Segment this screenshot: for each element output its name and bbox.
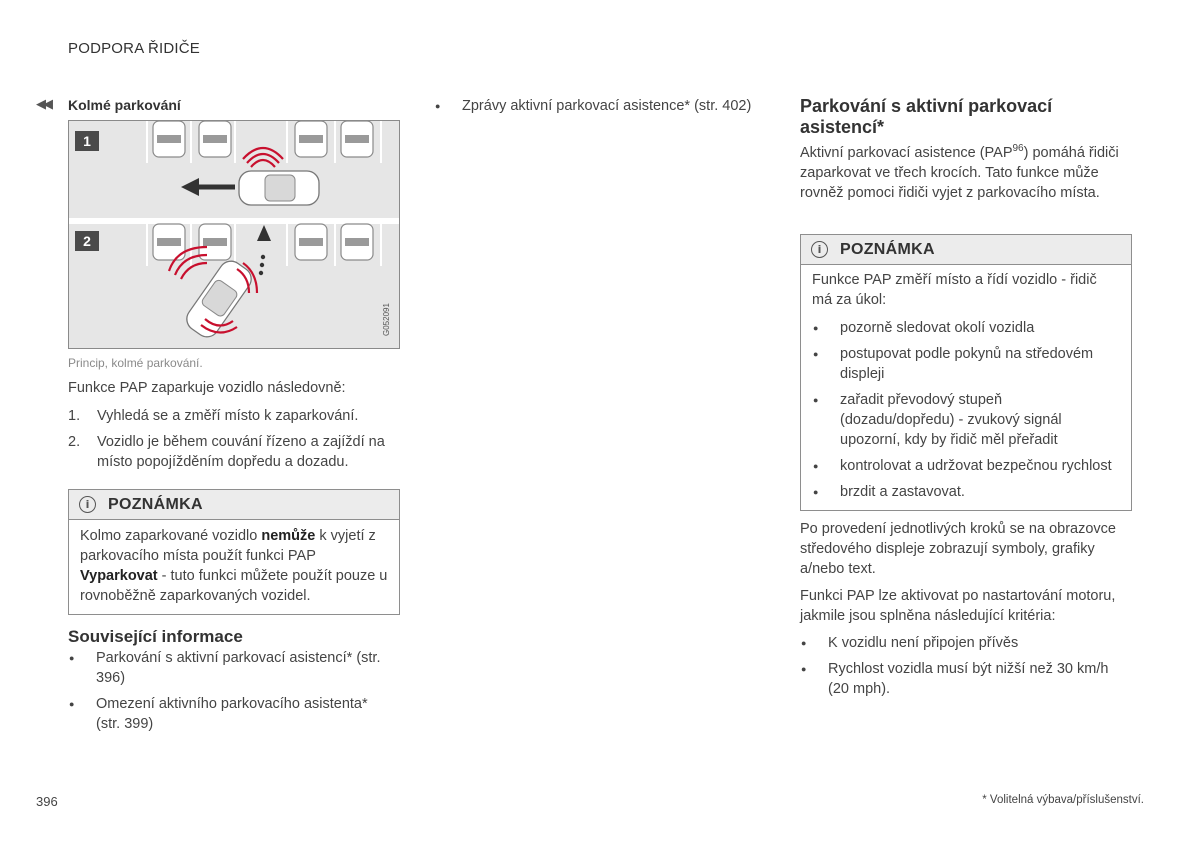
intro-text: Funkce PAP zaparkuje vozidlo následovně: — [68, 380, 346, 396]
note-list — [812, 318, 1120, 502]
footnote: * Volitelná výbava/příslušenství. — [982, 794, 1144, 806]
related-link[interactable]: ● Omezení aktivního parkovacího asistenta* (str. 399) — [68, 694, 388, 734]
list-item: ● K vozidlu není připojen přívěs — [800, 633, 1120, 653]
running-header: PODPORA ŘIDIČE — [68, 40, 200, 57]
note-box-left — [68, 489, 400, 615]
emphasis: nemůže — [261, 528, 316, 544]
related-link[interactable]: ● Parkování s aktivní parkovací asistencí* (str. 396) — [68, 648, 388, 688]
step-text: Vozidlo je během couvání řízeno a zajíždí na místo popojížděním dopředu a dozadu. — [97, 434, 385, 470]
list-item — [68, 406, 403, 426]
list-item: ● brzdit a zastavovat. — [812, 482, 1120, 502]
info-icon: i — [79, 496, 96, 513]
page-number: 396 — [36, 794, 58, 809]
perpendicular-parking-diagram — [69, 121, 399, 348]
note-header — [801, 235, 1131, 265]
panel-1 — [75, 121, 381, 205]
footnote-ref: 96 — [1012, 143, 1024, 155]
paragraph: Funkci PAP lze aktivovat po nastartování motoru, jakmile jsou splněna následující kritéria: — [800, 588, 1116, 624]
related-links — [68, 648, 388, 734]
criteria-list — [800, 633, 1120, 699]
step-text: Vyhledá se a změří místo k zaparkování. — [97, 408, 359, 424]
paragraph: Po provedení jednotlivých kroků se na obrazovce středového displeje zobrazují symboly, grafiky a/nebo text. — [800, 521, 1116, 577]
note-header — [69, 490, 399, 520]
list-item: ● postupovat podle pokynů na středovém displeji — [812, 344, 1120, 384]
related-info-title: Související informace — [68, 627, 243, 646]
info-icon: i — [811, 241, 828, 258]
section-title: Kolmé parkování — [68, 97, 181, 113]
note-title: POZNÁMKA — [840, 240, 935, 258]
step-number: 1. — [68, 408, 81, 424]
figure-caption: Princip, kolmé parkování. — [68, 356, 203, 370]
list-item: ● kontrolovat a udržovat bezpečnou rychlost — [812, 456, 1120, 476]
note-lead: Funkce PAP změří místo a řídí vozidlo - řidič má za úkol: — [812, 272, 1097, 308]
note-box-right — [800, 234, 1132, 511]
list-item: ● pozorně sledovat okolí vozidla — [812, 318, 1120, 338]
list-item: ● zařadit převodový stupeň (dozadu/dopředu) - zvukový signál upozorní, kdy by řidič měl přeřadit — [812, 390, 1120, 450]
related-link[interactable]: ● Zprávy aktivní parkovací asistence* (str. 402) — [434, 96, 774, 116]
emphasis: Vyparkovat — [80, 568, 158, 584]
list-item — [68, 432, 403, 472]
panel-2 — [75, 224, 391, 342]
note-body: Kolmo zaparkované vozidlo nemůže k vyjetí z parkovacího místa použít funkci PAP Vyparkovat - tuto funkci můžete použít pouze u rovnoběžně zaparkovaných vozidel. — [80, 528, 388, 604]
step-number: 2. — [68, 434, 81, 450]
middle-links — [434, 96, 774, 116]
step-1-label: 1 — [83, 133, 91, 149]
note-body — [801, 265, 1131, 510]
figure-id: G052091 — [382, 303, 391, 336]
list-item: ● Rychlost vozidla musí být nižší než 30 km/h (20 mph). — [800, 659, 1120, 699]
parking-illustration — [68, 120, 400, 349]
step-2-label: 2 — [83, 233, 91, 249]
note-title: POZNÁMKA — [108, 495, 203, 513]
right-intro: Aktivní parkovací asistence (PAP$^{96}$) pomáhá řidiči zaparkovat ve třech krocích. Tato funkce může rovněž pomoci řidiči vyjet z parkovacího místa. — [800, 143, 1119, 201]
steps-list — [68, 406, 403, 478]
right-section-title: Parkování s aktivní parkovací asistencí* — [800, 96, 1053, 137]
back-arrows-icon[interactable]: ◀◀ — [36, 96, 50, 111]
